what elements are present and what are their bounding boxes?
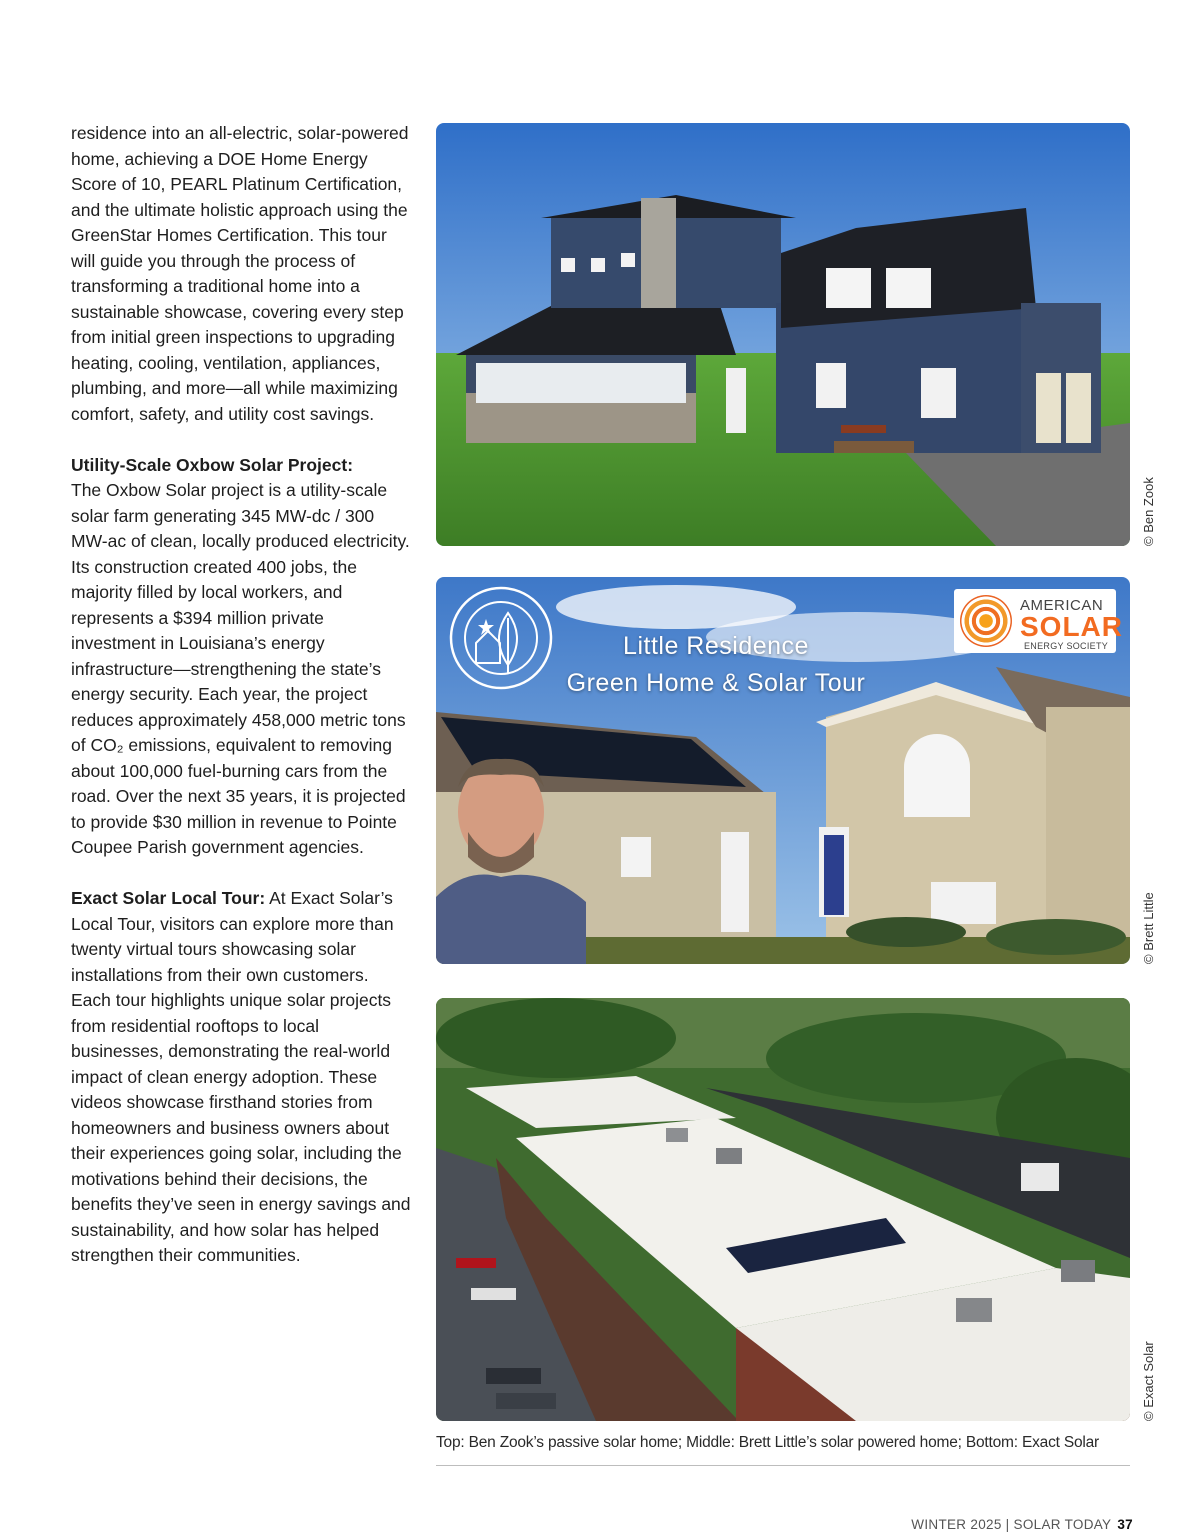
caption-divider (436, 1465, 1130, 1466)
photo-passive-solar-home (436, 123, 1130, 546)
exact-text: At Exact Solar’s Local Tour, visitors can explore more than twenty virtual tours showcasing solar installations from their own customers. Each tour highlights unique solar projects from residential rooftops to local businesses, demonstrating the real-world impact of clean energy adoption. These videos showcase firsthand stories from homeowners and business owners about their experiences going solar, including the motivations behind their decisions, the benefits they’ve seen in energy savings and sustainability, and how solar has helped strengthen their communities. (71, 888, 411, 1265)
photo-caption: Top: Ben Zook’s passive solar home; Middle: Brett Little’s solar powered home; Bottom: Exact Solar (436, 1434, 1100, 1451)
overlay-title-line2: Green Home & Solar Tour (566, 669, 866, 697)
photo-little-residence (436, 577, 1130, 964)
photo-credit-top: © Ben Zook (1141, 477, 1156, 546)
american-solar-energy-society-logo (954, 589, 1123, 653)
exact-heading: Exact Solar Local Tour: (71, 888, 266, 908)
ases-logo-line1: AMERICAN (1020, 597, 1104, 614)
exact-paragraph (71, 886, 411, 1269)
oxbow-paragraph (71, 453, 411, 861)
page-footer (911, 1517, 1133, 1532)
oxbow-heading: Utility-Scale Oxbow Solar Project: (71, 454, 354, 475)
footer-issue: WINTER 2025 | SOLAR TODAY (911, 1517, 1112, 1532)
photo-credit-bottom: © Exact Solar (1141, 1341, 1156, 1421)
sun-icon (960, 595, 1012, 647)
photo-credit-middle: © Brett Little (1141, 892, 1156, 964)
article-text-column (71, 121, 411, 1294)
overlay-title-line1: Little Residence (623, 632, 809, 660)
photo-exact-solar-aerial (436, 998, 1130, 1421)
ases-logo-line3: ENERGY SOCIETY (1024, 641, 1109, 651)
intro-paragraph: residence into an all-electric, solar-powered home, achieving a DOE Home Energy Score of 10, PEARL Platinum Certification, and the ultimate holistic approach using the GreenStar Homes Certification. This tour will guide you through the process of transforming a traditional home into a sustainable showcase, covering every step from initial green inspections to upgrading heating, cooling, ventilation, appliances, plumbing, and more—all while maximizing comfort, safety, and utility cost savings. (71, 123, 409, 424)
ases-logo-line2: SOLAR (1020, 611, 1123, 642)
page-number: 37 (1117, 1517, 1133, 1532)
oxbow-text: The Oxbow Solar project is a utility-scale solar farm generating 345 MW-dc / 300 MW-ac of clean, locally produced electricity. Its construction created 400 jobs, the majority filled by local workers, and represents a $394 million private investment in Louisiana’s energy infrastructure—strengthening the state’s energy security. Each year, the project reduces approximately 458,000 metric tons of CO₂ emissions, equivalent to removing about 100,000 fuel-burning cars from the road. Over the next 35 years, it is projected to provide $30 million in revenue to Pointe Coupee Parish government agencies. (71, 480, 410, 857)
